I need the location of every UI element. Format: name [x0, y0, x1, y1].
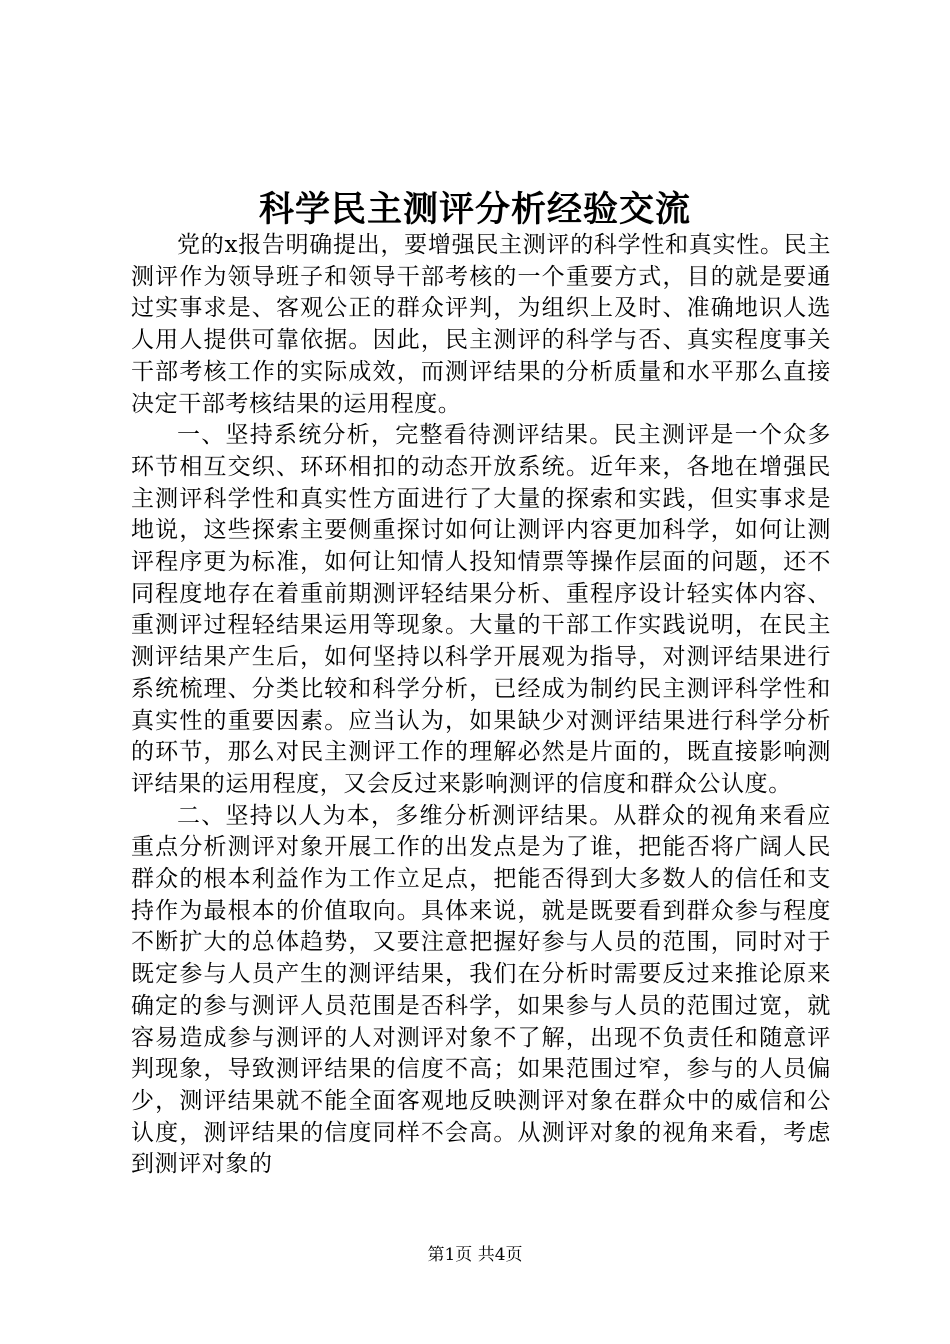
paragraph-section-1: 一、坚持系统分析，完整看待测评结果。民主测评是一个众多环节相互交织、环环相扣的动态开放系统。近年来，各地在增强民主测评科学性和真实性方面进行了大量的探索和实践，但实事求是地说，这些探索主要侧重探讨如何让测评内容更加科学，如何让测评程序更为标准，如何让知情人投知情票等操作层面的问题，还不同程度地存在着重前期测评轻结果分析、重程序设计轻实体内容、重测评过程轻结果运用等现象。大量的干部工作实践说明，在民主测评结果产生后，如何坚持以科学开展观为指导，对测评结果进行系统梳理、分类比较和科学分析，已经成为制约民主测评科学性和真实性的重要因素。应当认为，如果缺少对测评结果进行科学分析的环节，那么对民主测评工作的理解必然是片面的，既直接影响测评结果的运用程度，又会反过来影响测评的信度和群众公认度。 — [131, 422, 831, 797]
document-body — [131, 230, 831, 1181]
document-title: 科学民主测评分析经验交流 — [258, 189, 691, 230]
paragraph-section-2: 二、坚持以人为本，多维分析测评结果。从群众的视角来看应重点分析测评对象开展工作的出发点是为了谁，把能否将广阔人民群众的根本利益作为工作立足点，把能否得到大多数人的信任和支持作为最根本的价值取向。具体来说，就是既要看到群众参与程度不断扩大的总体趋势，又要注意把握好参与人员的范围，同时对于既定参与人员产生的测评结果，我们在分析时需要反过来推论原来确定的参与测评人员范围是否科学，如果参与人员的范围过宽，就容易造成参与测评的人对测评对象不了解，出现不负责任和随意评判现象，导致测评结果的信度不高；如果范围过窄，参与的人员偏少，测评结果就不能全面客观地反映测评对象在群众中的威信和公认度，测评结果的信度同样不会高。从测评对象的视角来看，考虑到测评对象的 — [131, 802, 831, 1178]
paragraph-intro: 党的x报告明确提出，要增强民主测评的科学性和真实性。民主测评作为领导班子和领导干部考核的一个重要方式，目的就是要通过实事求是、客观公正的群众评判，为组织上及时、准确地识人选人用人提供可靠依据。因此，民主测评的科学与否、真实程度事关干部考核工作的实际成效，而测评结果的分析质量和水平那么直接决定干部考核结果的运用程度。 — [131, 232, 831, 417]
page-footer: 第1页 共4页 — [427, 1245, 523, 1265]
